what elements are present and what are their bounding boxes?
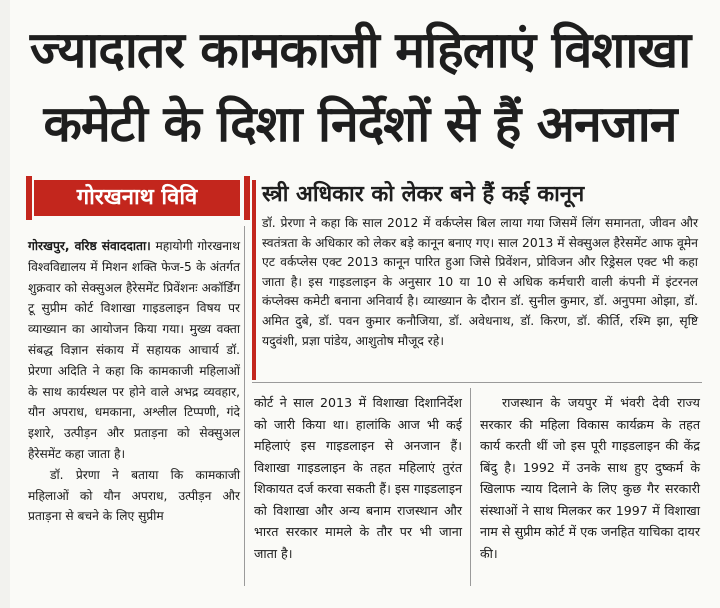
headline-line-1: ज्यादातर कामकाजी महिलाएं विशाखा (29, 21, 691, 79)
sidebar-text-block (262, 214, 698, 374)
sidebar-heading: स्त्री अधिकार को लेकर बने हैं कई कानून (262, 182, 585, 207)
col1-paragraph-1 (28, 236, 240, 465)
column-divider-1 (244, 226, 245, 586)
section-tag: गोरखनाथ विवि (34, 180, 240, 216)
col3-paragraph: राजस्थान के जयपुर में भंवरी देवी राज्य सरकार की महिला विकास कार्यक्रम के तहत कार्य करती थीं जो इस पूरी गाइडलाइन की केंद्र बिंदु है। 1992 में उनके साथ हुए दुष्कर्म के खिलाफ न्याय दिलाने के लिए कुछ गैर सरकारी संस्थाओं ने साथ मिलकर कर 1997 में विशाखा नाम से सुप्रीम कोर्ट में एक जनहित याचिका दायर की। (480, 395, 700, 561)
column-2 (254, 392, 462, 588)
sidebar-accent-bar (252, 180, 256, 380)
column-3 (480, 392, 700, 588)
headline-line-2: कमेटी के दिशा निर्देशों से हैं अनजान (43, 95, 677, 153)
tag-bar-right (244, 176, 250, 220)
tag-bar-left (26, 176, 32, 220)
col1-paragraph-1-text: महायोगी गोरखनाथ विश्वविद्यालय में मिशन शक्ति फेज-5 के अंतर्गत शुक्रवार को सेक्सुअल हैरेसमेंट प्रिवेंशनः अकॉर्डिंग टू सुप्रीम कोर्ट विशाखा गाइडलाइन विषय पर व्याख्यान का आयोजन किया गया। मुख्य वक्ता संबद्ध विज्ञान संकाय में सहायक आचार्य डॉ. प्रेरणा अदिति ने कहा कि कामकाजी महिलाओं के साथ कार्यस्थल पर होने वाले अभद्र व्यवहार, यौन अपराध, धमकाना, अश्लील टिप्पणी, गंदे इशारे, उत्पीड़न और प्रताड़ना को सेक्सुअल हैरेसमेंट कहा जाता है। (28, 239, 240, 461)
column-1 (28, 236, 240, 586)
col1-paragraph-2: डॉ. प्रेरणा ने बताया कि कामकाजी महिलाओं को यौन अपराध, उत्पीड़न और प्रताड़ना से बचने के लिए सुप्रीम (28, 467, 240, 524)
column-divider-2 (470, 388, 471, 586)
sidebar-paragraph: डॉ. प्रेरणा ने कहा कि साल 2012 में वर्कप्लेस बिल लाया गया जिसमें लिंग समानता, जीवन और स्वतंत्रता के अधिकार को लेकर बड़े कानून बनाए गए। साल 2013 में सेक्सुअल हैरेसमेंट आफ वूमेन एट वर्कप्लेस एक्ट 2013 कानून पारित हुआ जिसे प्रिवेंशन, प्रोविजन और रिड्रेसल एक्ट भी कहा जाता है। इस गाइडलाइन के अनुसार 10 या 10 से अधिक कर्मचारी वाली कंपनी में इंटरनल कंप्लेक्स कमेटी बनाना अनिवार्य है। व्याख्यान के दौरान डॉ. सुनील कुमार, डॉ. अनुपमा ओझा, डॉ. अमित दुबे, डॉ. पवन कुमार कनौजिया, डॉ. अवेधनाथ, डॉ. किरण, डॉ. कीर्ति, रश्मि झा, सृष्टि यदुवंशी, प्रज्ञा पांडेय, आशुतोष मौजूद रहे। (262, 216, 698, 348)
col2-paragraph: कोर्ट ने साल 2013 में विशाखा दिशानिर्देश को जारी किया था। हालांकि आज भी कई महिलाएं इस गाइडलाइन से अनजान हैं। विशाखा गाइडलाइन के तहत महिलाएं तुरंत शिकायत दर्ज करवा सकती हैं। इस गाइडलाइन को विशाखा और अन्य बनाम राजस्थान और भारत सरकार मामले के तौर पर भी जाना जाता है। (254, 395, 462, 561)
sidebar-bottom-rule (252, 382, 702, 383)
dateline: गोरखपुर, वरिष्ठ संवाददाता। (28, 239, 151, 253)
